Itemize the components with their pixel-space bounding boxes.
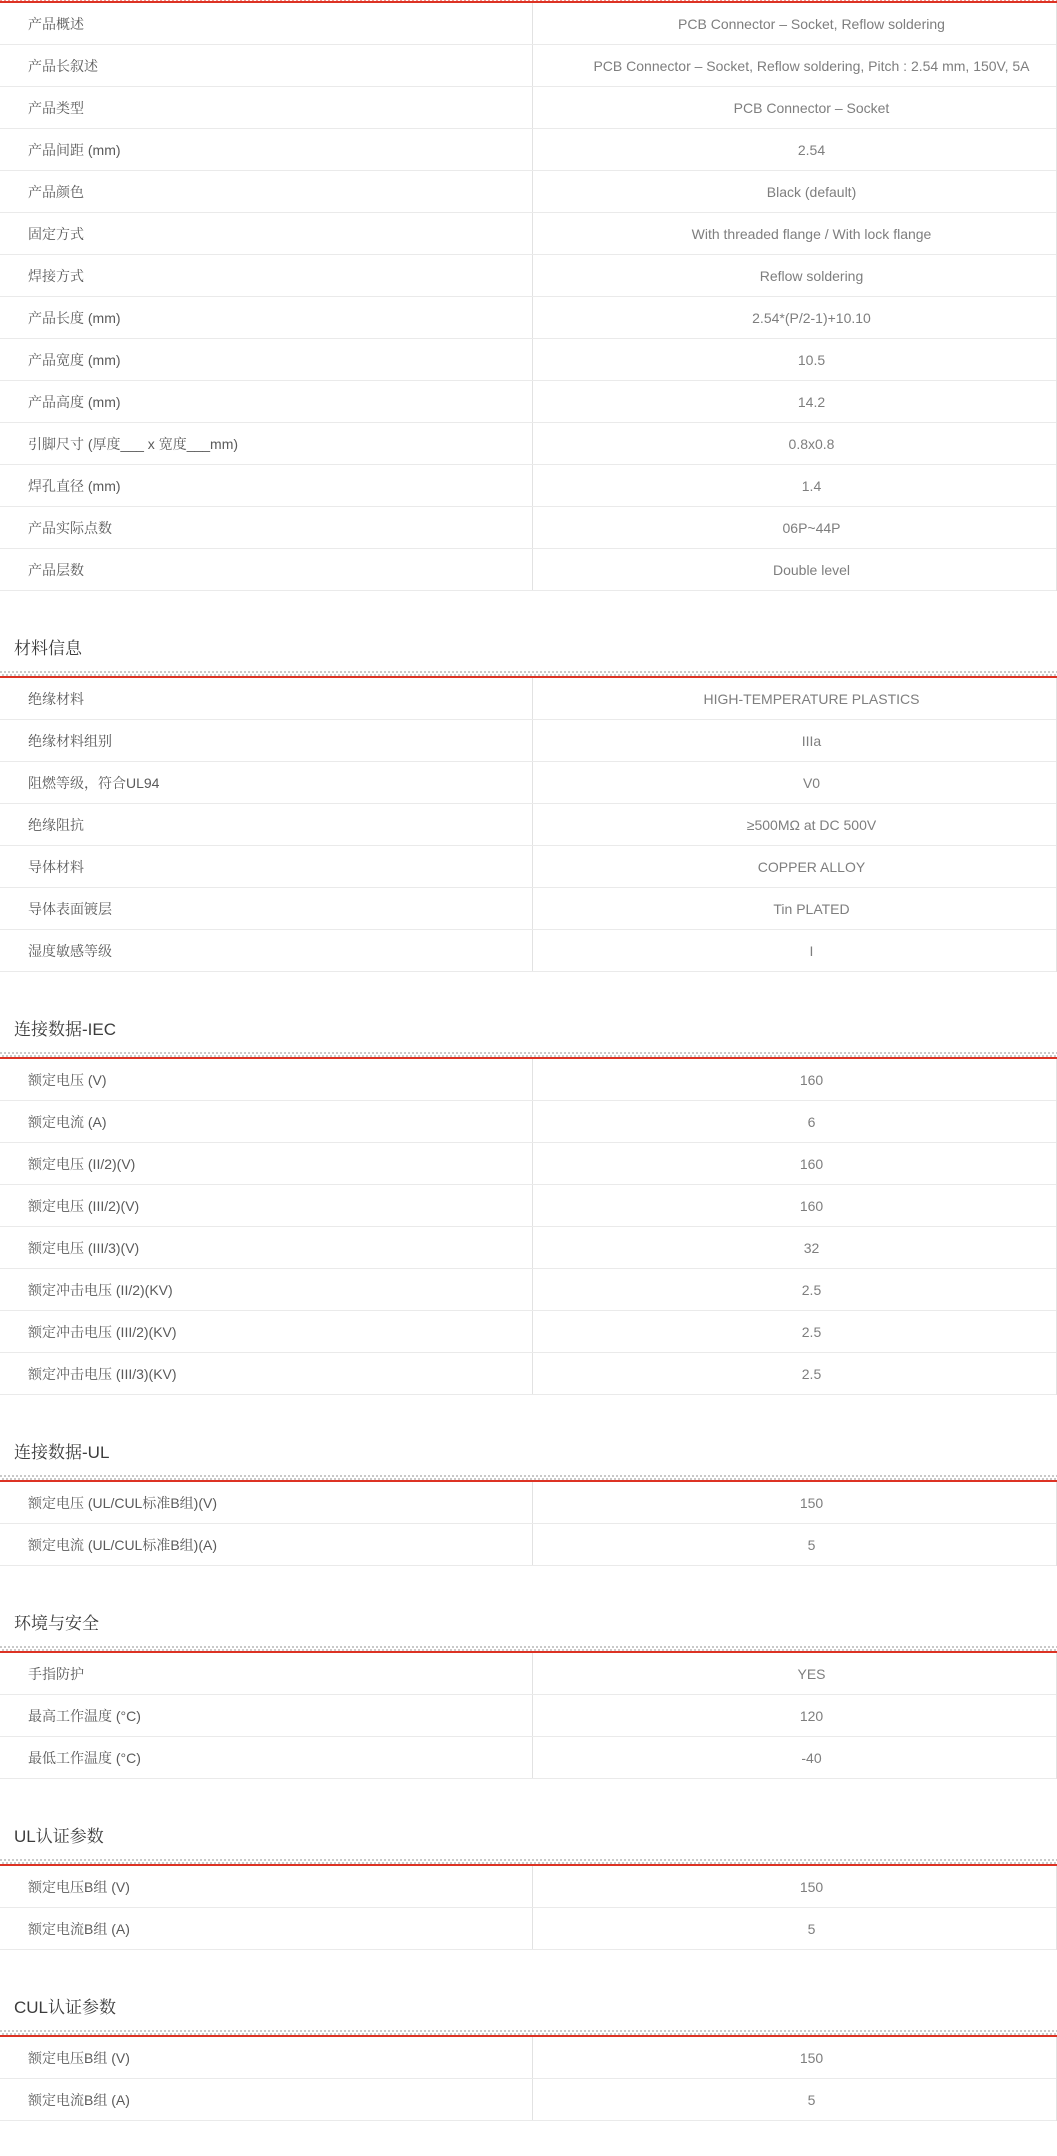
row-value: -40 bbox=[801, 1749, 822, 1766]
row-label: 焊接方式 bbox=[0, 255, 533, 296]
row-label: 额定电压B组 (V) bbox=[0, 1866, 533, 1907]
spec-table bbox=[0, 1482, 1057, 1566]
row-value: IIIa bbox=[801, 732, 822, 749]
row-label: 额定电压 (UL/CUL标准B组)(V) bbox=[0, 1482, 533, 1523]
row-value: Reflow soldering bbox=[759, 267, 864, 284]
row-value: 06P~44P bbox=[782, 519, 841, 536]
row-label: 额定电流 (UL/CUL标准B组)(A) bbox=[0, 1524, 533, 1565]
row-label: 额定电压 (III/3)(V) bbox=[0, 1227, 533, 1268]
table-row bbox=[0, 3, 1056, 45]
row-label: 产品宽度 (mm) bbox=[0, 339, 533, 380]
row-value: Double level bbox=[772, 561, 851, 578]
row-value: 14.2 bbox=[797, 393, 826, 410]
row-value: YES bbox=[797, 1665, 826, 1682]
row-label: 产品长度 (mm) bbox=[0, 297, 533, 338]
row-value: 1.4 bbox=[801, 477, 822, 494]
row-label: 引脚尺寸 (厚度___ x 宽度___mm) bbox=[0, 423, 533, 464]
spec-section bbox=[0, 1612, 1057, 1779]
row-value: 32 bbox=[803, 1239, 820, 1256]
spec-table bbox=[0, 678, 1057, 972]
table-row bbox=[0, 45, 1056, 87]
table-row bbox=[0, 1101, 1056, 1143]
row-value: 160 bbox=[799, 1071, 824, 1088]
table-row bbox=[0, 2079, 1056, 2121]
table-row bbox=[0, 213, 1056, 255]
row-label: 导体材料 bbox=[0, 846, 533, 887]
table-row bbox=[0, 339, 1056, 381]
row-label: 绝缘材料组别 bbox=[0, 720, 533, 761]
table-row bbox=[0, 297, 1056, 339]
table-row bbox=[0, 678, 1056, 720]
section-title: 材料信息 bbox=[14, 639, 82, 658]
row-label: 额定电流B组 (A) bbox=[0, 2079, 533, 2120]
row-value: 2.5 bbox=[801, 1281, 822, 1298]
row-value: 0.8x0.8 bbox=[788, 435, 835, 452]
row-value: I bbox=[809, 942, 814, 959]
row-label: 导体表面镀层 bbox=[0, 888, 533, 929]
row-label: 焊孔直径 (mm) bbox=[0, 465, 533, 506]
row-value: 2.54*(P/2-1)+10.10 bbox=[752, 309, 871, 326]
row-label: 产品颜色 bbox=[0, 171, 533, 212]
table-row bbox=[0, 549, 1056, 591]
spec-table bbox=[0, 1866, 1057, 1950]
row-value: Tin PLATED bbox=[773, 900, 850, 917]
row-label: 额定冲击电压 (III/3)(KV) bbox=[0, 1353, 533, 1394]
table-row bbox=[0, 87, 1056, 129]
row-value: 150 bbox=[799, 2049, 824, 2066]
row-value: V0 bbox=[802, 774, 821, 791]
row-value: 2.5 bbox=[801, 1323, 822, 1340]
row-label: 产品高度 (mm) bbox=[0, 381, 533, 422]
row-label: 产品层数 bbox=[0, 549, 533, 590]
section-separator bbox=[0, 671, 1057, 678]
section-title: CUL认证参数 bbox=[14, 1998, 117, 2017]
table-row bbox=[0, 930, 1056, 972]
row-value: 5 bbox=[807, 1536, 816, 1553]
section-separator bbox=[0, 2030, 1057, 2037]
row-label: 额定电流 (A) bbox=[0, 1101, 533, 1142]
section-separator bbox=[0, 1646, 1057, 1653]
row-label: 额定冲击电压 (II/2)(KV) bbox=[0, 1269, 533, 1310]
table-row bbox=[0, 1185, 1056, 1227]
table-row bbox=[0, 1059, 1056, 1101]
table-row bbox=[0, 1908, 1056, 1950]
table-row bbox=[0, 1653, 1056, 1695]
row-label: 手指防护 bbox=[0, 1653, 533, 1694]
row-label: 额定冲击电压 (III/2)(KV) bbox=[0, 1311, 533, 1352]
spec-table bbox=[0, 1059, 1057, 1395]
row-label: 绝缘材料 bbox=[0, 678, 533, 719]
section-separator bbox=[0, 1475, 1057, 1482]
row-label: 额定电压 (III/2)(V) bbox=[0, 1185, 533, 1226]
row-label: 最低工作温度 (°C) bbox=[0, 1737, 533, 1778]
row-label: 产品长叙述 bbox=[0, 45, 533, 86]
row-value: Black (default) bbox=[766, 183, 857, 200]
row-label: 产品间距 (mm) bbox=[0, 129, 533, 170]
row-value: HIGH-TEMPERATURE PLASTICS bbox=[703, 690, 920, 707]
table-row bbox=[0, 762, 1056, 804]
table-row bbox=[0, 1695, 1056, 1737]
row-label: 额定电流B组 (A) bbox=[0, 1908, 533, 1949]
row-label: 湿度敏感等级 bbox=[0, 930, 533, 971]
row-label: 额定电压 (II/2)(V) bbox=[0, 1143, 533, 1184]
row-label: 产品类型 bbox=[0, 87, 533, 128]
row-label: 额定电压B组 (V) bbox=[0, 2037, 533, 2078]
row-value: 120 bbox=[799, 1707, 824, 1724]
table-row bbox=[0, 1482, 1056, 1524]
table-row bbox=[0, 1353, 1056, 1395]
table-row bbox=[0, 381, 1056, 423]
table-row bbox=[0, 1866, 1056, 1908]
table-row bbox=[0, 888, 1056, 930]
row-value: COPPER ALLOY bbox=[757, 858, 866, 875]
row-value: 10.5 bbox=[797, 351, 826, 368]
row-value: ≥500MΩ at DC 500V bbox=[746, 816, 877, 833]
spec-section bbox=[0, 637, 1057, 972]
section-title: 连接数据-UL bbox=[14, 1443, 110, 1462]
table-row bbox=[0, 1269, 1056, 1311]
section-title: 连接数据-IEC bbox=[14, 1020, 116, 1039]
row-value: With threaded flange / With lock flange bbox=[691, 225, 932, 242]
table-row bbox=[0, 507, 1056, 549]
table-row bbox=[0, 1227, 1056, 1269]
spec-section bbox=[0, 0, 1057, 591]
section-title: UL认证参数 bbox=[14, 1827, 104, 1846]
table-row bbox=[0, 720, 1056, 762]
table-row bbox=[0, 2037, 1056, 2079]
spec-section bbox=[0, 1441, 1057, 1566]
row-label: 产品概述 bbox=[0, 3, 533, 44]
row-value: PCB Connector – Socket bbox=[733, 99, 890, 116]
section-separator bbox=[0, 1859, 1057, 1866]
table-row bbox=[0, 129, 1056, 171]
row-value: 6 bbox=[807, 1113, 816, 1130]
spec-table bbox=[0, 1653, 1057, 1779]
row-label: 固定方式 bbox=[0, 213, 533, 254]
row-label: 最高工作温度 (°C) bbox=[0, 1695, 533, 1736]
table-row bbox=[0, 846, 1056, 888]
spec-table bbox=[0, 2037, 1057, 2121]
row-label: 绝缘阻抗 bbox=[0, 804, 533, 845]
table-row bbox=[0, 804, 1056, 846]
table-row bbox=[0, 255, 1056, 297]
row-value: 150 bbox=[799, 1494, 824, 1511]
table-row bbox=[0, 1143, 1056, 1185]
row-value: 160 bbox=[799, 1155, 824, 1172]
row-value: 2.5 bbox=[801, 1365, 822, 1382]
spec-section bbox=[0, 1825, 1057, 1950]
row-label: 产品实际点数 bbox=[0, 507, 533, 548]
table-row bbox=[0, 1524, 1056, 1566]
table-row bbox=[0, 423, 1056, 465]
spec-section bbox=[0, 1996, 1057, 2121]
table-row bbox=[0, 171, 1056, 213]
section-separator bbox=[0, 1052, 1057, 1059]
row-value: 5 bbox=[807, 1920, 816, 1937]
table-row bbox=[0, 465, 1056, 507]
row-value: PCB Connector – Socket, Reflow soldering bbox=[678, 15, 945, 32]
row-value: 5 bbox=[807, 2091, 816, 2108]
row-label: 阻燃等级，符合UL94 bbox=[0, 762, 533, 803]
table-row bbox=[0, 1311, 1056, 1353]
spec-section bbox=[0, 1018, 1057, 1395]
section-title: 环境与安全 bbox=[14, 1614, 99, 1633]
table-row bbox=[0, 1737, 1056, 1779]
row-label: 额定电压 (V) bbox=[0, 1059, 533, 1100]
row-value: PCB Connector – Socket, Reflow soldering, Pitch : 2.54 mm, 150V, 5A bbox=[593, 57, 1030, 74]
row-value: 160 bbox=[799, 1197, 824, 1214]
row-value: 2.54 bbox=[797, 141, 826, 158]
row-value: 150 bbox=[799, 1878, 824, 1895]
spec-table bbox=[0, 3, 1057, 591]
